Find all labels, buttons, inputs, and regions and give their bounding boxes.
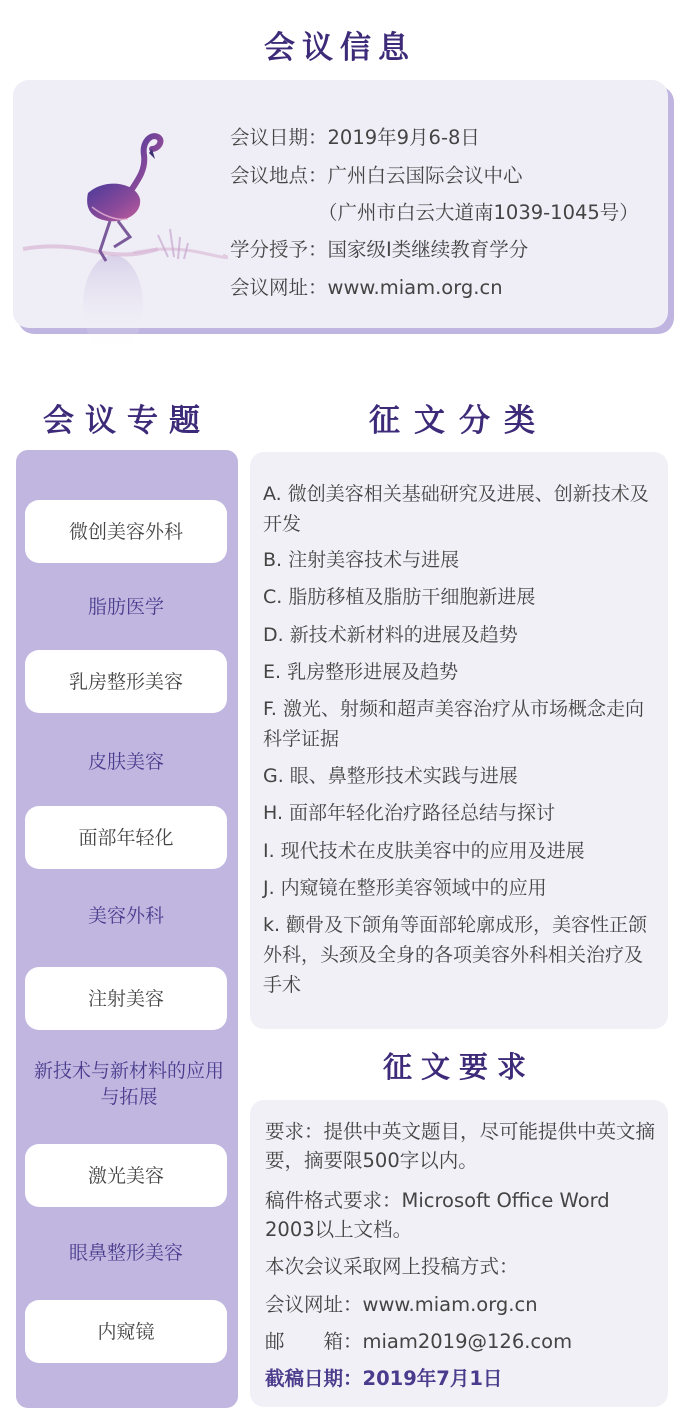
category-heading: 征文分类: [369, 403, 549, 439]
conference-address: （广州市白云大道南1039-1045号）: [318, 201, 639, 224]
topic-item: 激光美容: [25, 1144, 227, 1207]
deadline-label: 截稿日期：: [265, 1367, 363, 1390]
topic-item: 内窥镜: [25, 1300, 227, 1363]
category-item: I. 现代技术在皮肤美容中的应用及进展: [263, 840, 585, 862]
category-item: B. 注射美容技术与进展: [263, 549, 460, 571]
conference-venue: 会议地点：广州白云国际会议中心: [230, 164, 523, 187]
flamingo-illustration: [18, 125, 228, 360]
category-item: C. 脂肪移植及脂肪干细胞新进展: [263, 586, 536, 608]
topic-item: 乳房整形美容: [25, 650, 227, 713]
category-item: k. 颧骨及下颌角等面部轮廓成形，美容性正颌外科，头颈及全身的各项美容外科相关治疗及手术: [263, 914, 648, 996]
category-item: A. 微创美容相关基础研究及进展、创新技术及开发: [263, 483, 649, 535]
requirement-format: 稿件格式要求：Microsoft Office Word 2003以上文档。: [265, 1189, 610, 1241]
topic-item: 皮肤美容: [87, 751, 164, 773]
requirement-deadline-row: [265, 1364, 661, 1393]
topic-item: 微创美容外科: [25, 500, 227, 563]
category-item: H. 面部年轻化治疗路径总结与探讨: [263, 802, 556, 824]
topic-item: 脂肪医学: [87, 596, 164, 618]
category-item: F. 激光、射频和超声美容治疗从市场概念走向科学证据: [263, 698, 644, 750]
category-item: J. 内窥镜在整形美容领域中的应用: [263, 877, 547, 899]
category-item: G. 眼、鼻整形技术实践与进展: [263, 765, 518, 787]
topic-item: 新技术与新材料的应用与拓展: [33, 1060, 224, 1108]
conference-date: 会议日期：2019年9月6-8日: [230, 126, 480, 149]
requirement-email-row: [265, 1327, 661, 1356]
requirement-website[interactable]: 会议网址：www.miam.org.cn: [265, 1293, 538, 1316]
requirement-submission: 本次会议采取网上投稿方式：: [265, 1255, 519, 1278]
email-label: 邮 箱：: [265, 1330, 363, 1353]
conference-info-heading: 会议信息: [264, 30, 416, 66]
requirements-heading: 征文要求: [382, 1050, 535, 1084]
email-address[interactable]: miam2019@126.com: [362, 1330, 573, 1353]
topic-item: 面部年轻化: [25, 806, 227, 869]
topic-item: 注射美容: [25, 967, 227, 1030]
conference-website[interactable]: 会议网址：www.miam.org.cn: [230, 276, 503, 299]
requirement-abstract: 要求：提供中英文题目，尽可能提供中英文摘要，摘要限500字以内。: [265, 1120, 656, 1172]
category-item: E. 乳房整形进展及趋势: [263, 661, 459, 683]
conference-credit: 学分授予：国家级I类继续教育学分: [230, 238, 529, 261]
category-item: D. 新技术新材料的进展及趋势: [263, 624, 518, 646]
deadline-date: 2019年7月1日: [362, 1367, 503, 1390]
topic-item: 眼鼻整形美容: [68, 1242, 183, 1264]
topic-item: 美容外科: [87, 905, 164, 927]
topics-heading: 会议专题: [43, 403, 211, 439]
